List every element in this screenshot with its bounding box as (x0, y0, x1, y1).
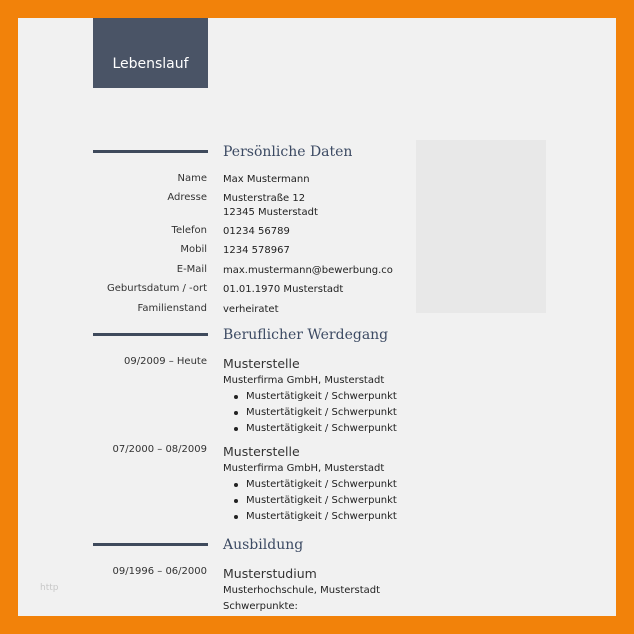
education-period-1: 09/1996 – 06/2000 (112, 566, 207, 577)
bullet-icon (234, 483, 238, 487)
label-address: Adresse (167, 192, 207, 203)
section-title-career: Beruflicher Werdegang (223, 327, 389, 343)
value-birth: 01.01.1970 Musterstadt (223, 284, 344, 295)
value-address-line1: Musterstraße 12 (223, 193, 306, 204)
list-item: Mustertätigkeit / Schwerpunkt (223, 405, 397, 421)
bullet-icon (234, 515, 238, 519)
bullet-icon (234, 395, 238, 399)
career-tasks-1 (223, 389, 397, 437)
bullet-icon (234, 427, 238, 431)
career-period-2: 07/2000 – 08/2009 (112, 444, 207, 455)
career-tasks-2 (223, 477, 397, 525)
career-position-1: Musterstelle (223, 356, 300, 371)
list-item: Mustertätigkeit / Schwerpunkt (223, 421, 397, 437)
label-birth: Geburtsdatum / -ort (107, 283, 207, 294)
career-company-1: Musterfirma GmbH, Musterstadt (223, 375, 385, 386)
value-marital-status: verheiratet (223, 304, 279, 315)
section-title-education: Ausbildung (223, 537, 304, 553)
bullet-icon (234, 499, 238, 503)
value-mobile: 1234 578967 (223, 245, 290, 256)
list-item: Mustertätigkeit / Schwerpunkt (223, 389, 397, 405)
photo-placeholder (416, 140, 546, 313)
value-name: Max Mustermann (223, 174, 310, 185)
section-rule-education (93, 543, 208, 546)
section-rule-personal (93, 150, 208, 153)
value-email: max.mustermann@bewerbung.co (223, 265, 393, 276)
label-phone: Telefon (171, 225, 207, 236)
section-rule-career (93, 333, 208, 336)
education-focus-label-1: Schwerpunkte: (223, 601, 298, 612)
cv-title: Lebenslauf (93, 18, 208, 88)
label-email: E-Mail (176, 264, 207, 275)
career-company-2: Musterfirma GmbH, Musterstadt (223, 463, 385, 474)
education-degree-1: Musterstudium (223, 566, 317, 581)
bullet-icon (234, 411, 238, 415)
education-school-1: Musterhochschule, Musterstadt (223, 585, 381, 596)
label-marital-status: Familienstand (137, 303, 207, 314)
career-position-2: Musterstelle (223, 444, 300, 459)
career-period-1: 09/2009 – Heute (124, 356, 207, 367)
list-item: Mustertätigkeit / Schwerpunkt (223, 477, 397, 493)
value-address-line2: 12345 Musterstadt (223, 207, 318, 218)
section-title-personal: Persönliche Daten (223, 144, 353, 160)
watermark: http (40, 583, 59, 593)
list-item: Mustertätigkeit / Schwerpunkt (223, 509, 397, 525)
list-item: Mustertätigkeit / Schwerpunkt (223, 493, 397, 509)
value-phone: 01234 56789 (223, 226, 290, 237)
label-mobile: Mobil (180, 244, 207, 255)
cv-page (18, 18, 616, 616)
label-name: Name (177, 173, 207, 184)
